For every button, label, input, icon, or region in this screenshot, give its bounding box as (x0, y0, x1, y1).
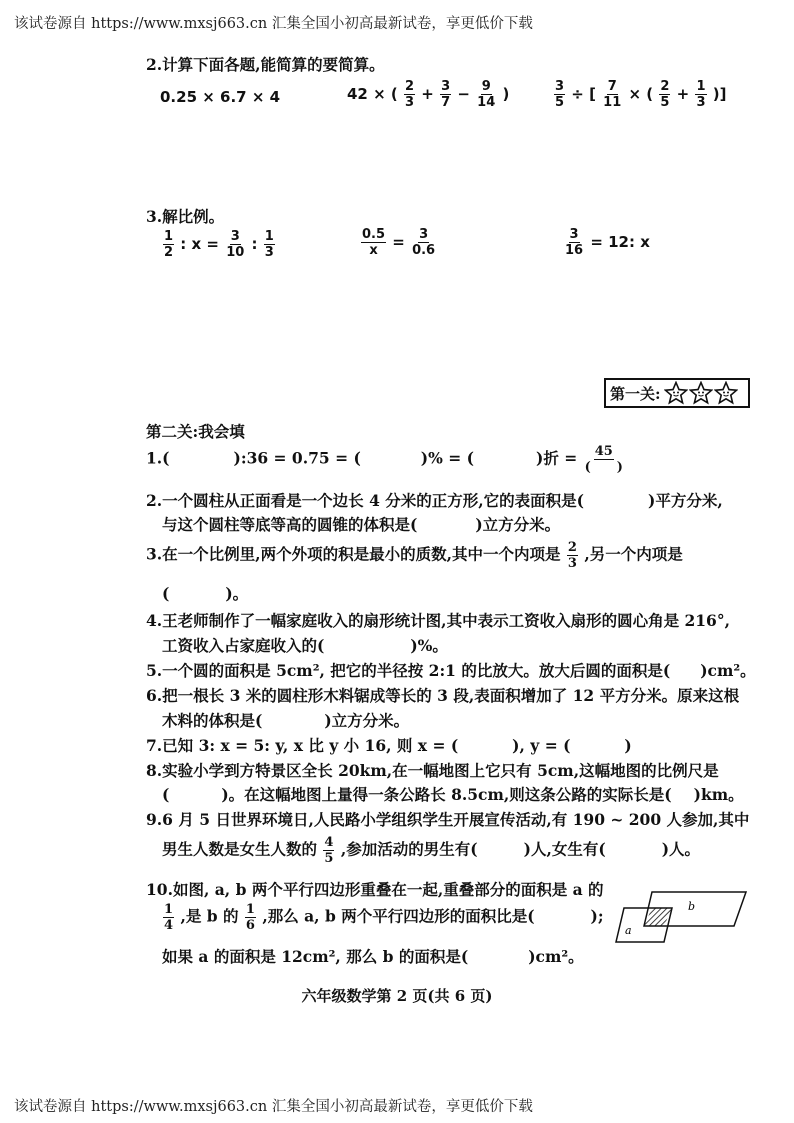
star-face-icon (714, 381, 738, 405)
question-6: 6.把一根长 3 米的圆柱形木料锯成等长的 3 段,表面积增加了 12 平方分米。原来这根 (146, 686, 740, 705)
fraction: $\frac{4}{5}$ (324, 835, 334, 866)
star-face-icon (689, 381, 713, 405)
question-10-line-3: 如果 a 的面积是 12cm², 那么 b 的面积是( )cm²。 (162, 947, 584, 966)
fraction: $\frac{1}{3}$ (696, 79, 706, 110)
watermark-bottom: 该试卷源自 https://www.mxsj663.cn 汇集全国小初高最新试卷，享更低价下载 (14, 1099, 533, 1115)
calc-expression-2: 42 × ( $\frac{2}{3}$ + $\frac{3}{7}$ − $\frac{9}{14}$ ) (347, 79, 510, 110)
question-1: 1.( ):36 = 0.75 = ( )% = ( )折 = $\frac{45}{( )}$ (146, 444, 623, 475)
section2-heading: 2.计算下面各题,能简算的要简算。 (146, 55, 385, 74)
fraction: $\frac{2}{3}$ (404, 79, 415, 110)
fraction: $\frac{3}{7}$ (441, 79, 451, 110)
section3-heading: 3.解比例。 (146, 207, 225, 226)
fraction: $\frac{1}{6}$ (245, 902, 255, 933)
fraction: $\frac{3}{5}$ (555, 79, 565, 110)
question-8-line-2: ( )。在这幅地图上量得一条公路长 8.5cm,则这条公路的实际长是( )km。 (162, 785, 744, 804)
question-6-line-2: 木料的体积是( )立方分米。 (162, 711, 410, 730)
question-4-line-2: 工资收入占家庭收入的( )%。 (162, 636, 448, 655)
question-3: 3.在一个比例里,两个外项的积是最小的质数,其中一个内项是 $\frac{2}{3}$ ,另一个内项是 (146, 540, 683, 571)
fraction: $\frac{1}{4}$ (164, 902, 174, 933)
proportion-1: $\frac{1}{2}$ : x = $\frac{3}{10}$ : $\frac{1}{3}$ (164, 229, 274, 260)
question-3-line-2: ( )。 (162, 584, 249, 603)
calc-expression-1: 0.25 × 6.7 × 4 (160, 88, 281, 106)
question-10: 10.如图, a, b 两个平行四边形重叠在一起,重叠部分的面积是 a 的 (146, 880, 604, 899)
calc-expression-3: $\frac{3}{5}$ ÷ [ $\frac{7}{11}$ × ( $\frac{2}{5}$ + $\frac{1}{3}$ )] (555, 79, 727, 110)
proportion-2: $\frac{0.5}{x}$ = $\frac{3}{0.6}$ (362, 227, 436, 258)
fraction: $\frac{2}{3}$ (567, 540, 577, 571)
star-face-icon (664, 381, 688, 405)
question-5: 5.一个圆的面积是 5cm², 把它的半径按 2:1 的比放大。放大后圆的面积是( )cm²。 (146, 661, 756, 680)
page-footer: 六年级数学第 2 页(共 6 页) (301, 987, 493, 1005)
question-4: 4.王老师制作了一幅家庭收入的扇形统计图,其中表示工资收入扇形的圆心角是 216°, (146, 611, 730, 630)
question-9: 9.6 月 5 日世界环境日,人民路小学组织学生开展宣传活动,有 190 ~ 200 人参加,其中 (146, 810, 750, 829)
question-7: 7.已知 3: x = 5: y, x 比 y 小 16, 则 x = ( ), y = ( ) (146, 736, 632, 755)
label-a: a (625, 924, 632, 937)
question-2: 2.一个圆柱从正面看是一个边长 4 分米的正方形,它的表面积是( )平方分米, (146, 491, 723, 510)
level-badge: 第一关: (604, 378, 750, 408)
fraction: $\frac{2}{5}$ (660, 79, 670, 110)
part2-heading: 第二关:我会填 (146, 422, 245, 441)
question-8: 8.实验小学到方特景区全长 20km,在一幅地图上它只有 5cm,这幅地图的比例尺是 (146, 761, 719, 780)
parallelogram-diagram (604, 880, 754, 956)
question-2-line-2: 与这个圆柱等底等高的圆锥的体积是( )立方分米。 (162, 515, 561, 534)
fraction: $\frac{9}{14}$ (477, 79, 496, 110)
fraction: $\frac{7}{11}$ (603, 79, 622, 110)
label-b: b (688, 900, 696, 913)
proportion-3: $\frac{3}{16}$ = 12: x (565, 227, 650, 258)
question-10-line-2: $\frac{1}{4}$ ,是 b 的 $\frac{1}{6}$ ,那么 a, b 两个平行四边形的面积比是( ); (164, 902, 604, 933)
watermark-top: 该试卷源自 https://www.mxsj663.cn 汇集全国小初高最新试卷，享更低价下载 (14, 16, 533, 32)
fraction: $\frac{45}{( )}$ (584, 444, 623, 475)
question-9-line-2: 男生人数是女生人数的 $\frac{4}{5}$ ,参加活动的男生有( )人,女生有( )人。 (162, 835, 701, 866)
